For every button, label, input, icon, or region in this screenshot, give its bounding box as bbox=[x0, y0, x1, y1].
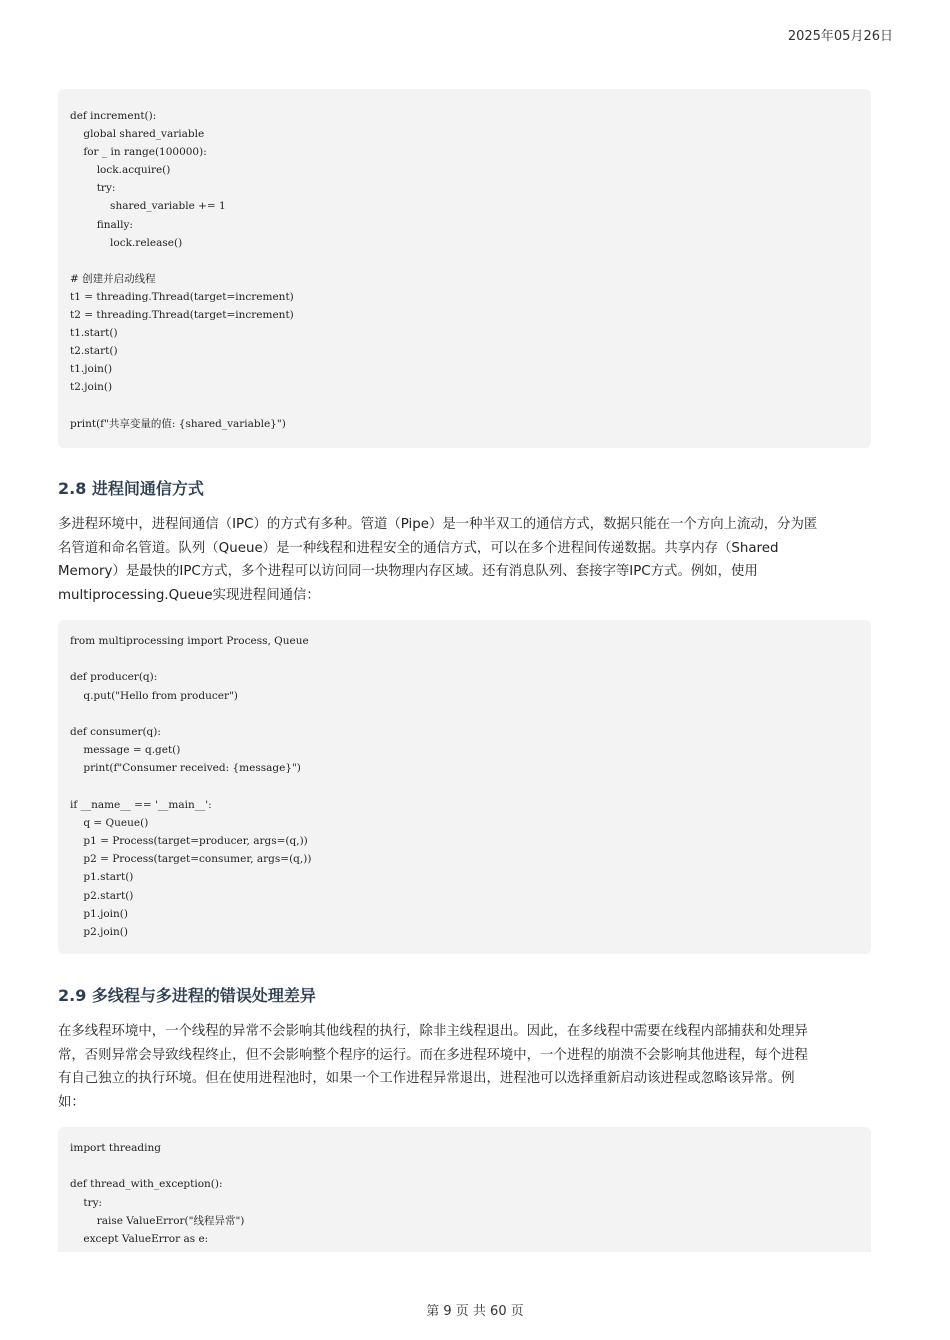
code-line: t1.start() bbox=[70, 327, 118, 340]
code-line: p2.join() bbox=[70, 926, 128, 938]
section-heading-2-8: 2.8 进程间通信方式 bbox=[58, 479, 204, 498]
code-line: # 创建并启动线程 bbox=[70, 272, 156, 285]
code-line: def consumer(q): bbox=[70, 725, 161, 738]
paragraph-line: 如： bbox=[58, 1095, 85, 1111]
code-line: lock.release() bbox=[70, 236, 183, 249]
code-line: t2.join() bbox=[70, 381, 113, 394]
code-line: def increment(): bbox=[70, 110, 157, 122]
code-block-multiprocessing-queue bbox=[58, 620, 871, 954]
code-line bbox=[70, 252, 859, 270]
code-line: p1.join() bbox=[70, 907, 128, 920]
code-line bbox=[70, 650, 859, 668]
code-line: except ValueError as e: bbox=[70, 1232, 209, 1245]
code-line: try: bbox=[70, 182, 116, 195]
section-heading-2-9: 2.9 多线程与多进程的错误处理差异 bbox=[58, 986, 316, 1005]
code-line: for _ in range(100000): bbox=[70, 146, 207, 159]
code-line: p1.start() bbox=[70, 871, 134, 884]
code-line: if __name__ == '__main__': bbox=[70, 798, 212, 811]
code-line: t2.start() bbox=[70, 345, 118, 358]
code-line: def producer(q): bbox=[70, 671, 158, 684]
paragraph-line: 多进程环境中，进程间通信（IPC）的方式有多种。管道（Pipe）是一种半双工的通信方式，数据只能在一个方向上流动，分为匿 bbox=[58, 517, 818, 532]
code-line bbox=[70, 1157, 859, 1175]
code-line: raise ValueError("线程异常") bbox=[70, 1214, 245, 1227]
code-block-thread-exception bbox=[58, 1127, 871, 1252]
paragraph-line: 常，否则异常会导致线程终止，但不会影响整个程序的运行。而在多进程环境中，一个进程的崩溃不会影响其他进程，每个进程 bbox=[58, 1047, 808, 1063]
code-line: message = q.get() bbox=[70, 744, 181, 757]
code-line: q = Queue() bbox=[70, 816, 149, 829]
paragraph-line: 在多线程环境中，一个线程的异常不会影响其他线程的执行，除非主线程退出。因此，在多线程中需要在线程内部捕获和处理异 bbox=[58, 1024, 808, 1039]
code-line: p1 = Process(target=producer, args=(q,)) bbox=[70, 835, 308, 848]
paragraph-line: Memory）是最快的IPC方式，多个进程可以访问同一块物理内存区域。还有消息队列、套接字等IPC方式。例如，使用 bbox=[58, 564, 758, 580]
code-line: print(f"Consumer received: {message}") bbox=[70, 762, 301, 775]
section-paragraph-error-handling bbox=[58, 1020, 874, 1115]
code-line bbox=[70, 397, 859, 415]
page-number-footer: 第 9 页 共 60 页 bbox=[426, 1304, 524, 1319]
code-line: shared_variable += 1 bbox=[70, 200, 226, 213]
code-line: finally: bbox=[70, 218, 133, 231]
code-line: try: bbox=[70, 1196, 103, 1209]
code-line: def thread_with_exception(): bbox=[70, 1178, 223, 1191]
code-line: from multiprocessing import Process, Queue bbox=[70, 635, 309, 647]
code-line: q.put("Hello from producer") bbox=[70, 689, 238, 702]
header-date: 2025年05月26日 bbox=[787, 29, 893, 44]
code-line: global shared_variable bbox=[70, 128, 205, 141]
paragraph-line: multiprocessing.Queue实现进程间通信： bbox=[58, 588, 320, 604]
paragraph-line: 名管道和命名管道。队列（Queue）是一种线程和进程安全的通信方式，可以在多个进程间传递数据。共享内存（Shared bbox=[58, 540, 779, 556]
code-line: lock.acquire() bbox=[70, 164, 171, 177]
code-line bbox=[70, 778, 859, 796]
code-line: p2 = Process(target=consumer, args=(q,)) bbox=[70, 853, 312, 866]
code-block-threading-lock bbox=[58, 89, 871, 448]
code-line: t1 = threading.Thread(target=increment) bbox=[70, 290, 294, 303]
code-line: print(f"共享变量的值: {shared_variable}") bbox=[70, 417, 286, 430]
section-paragraph-ipc bbox=[58, 513, 874, 608]
code-line: t2 = threading.Thread(target=increment) bbox=[70, 309, 294, 322]
code-line: import threading bbox=[70, 1142, 161, 1154]
paragraph-line: 有自己独立的执行环境。但在使用进程池时，如果一个工作进程异常退出，进程池可以选择重新启动该进程或忽略该异常。例 bbox=[58, 1071, 795, 1087]
code-line: t1.join() bbox=[70, 363, 113, 376]
code-line: p2.start() bbox=[70, 889, 134, 902]
code-line bbox=[70, 705, 859, 723]
